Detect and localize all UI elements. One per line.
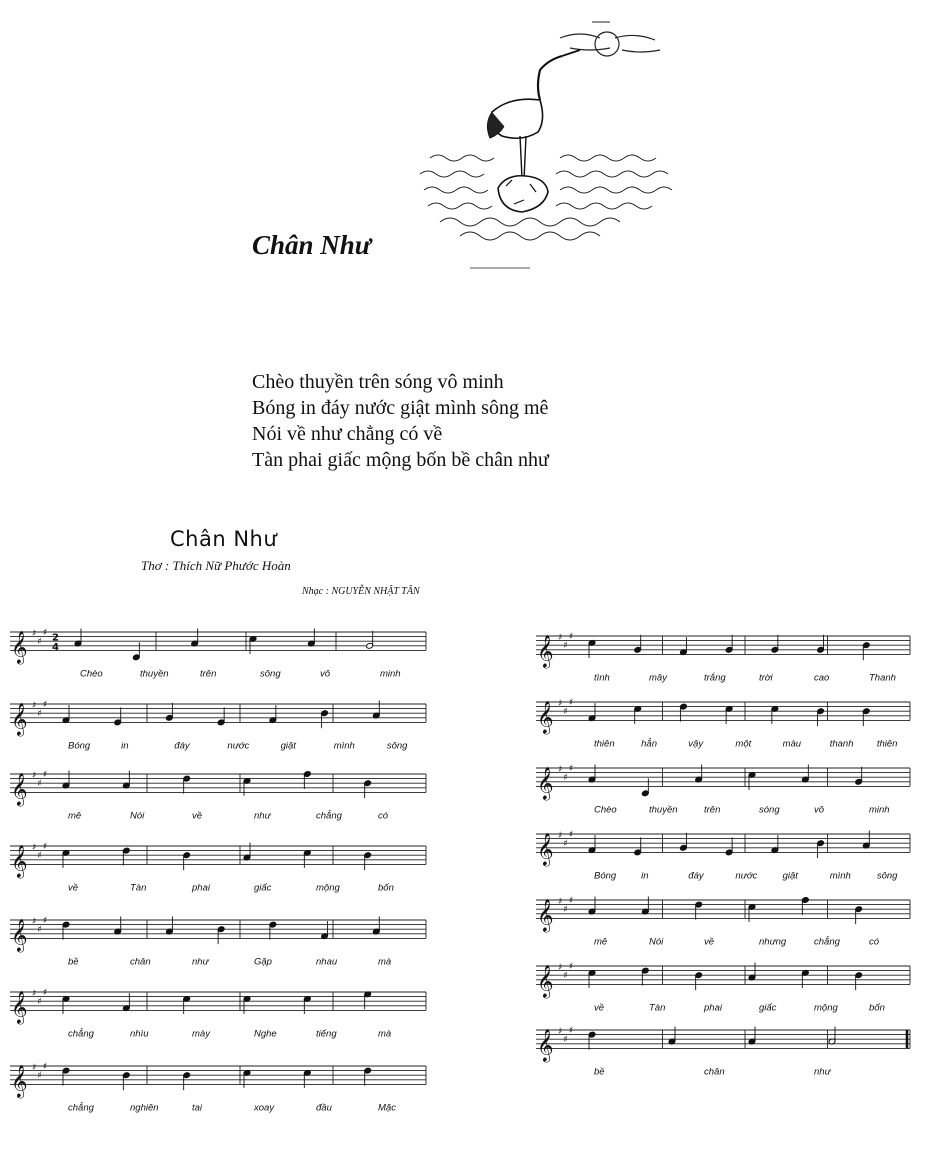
treble-clef: 𝄞: [537, 766, 554, 800]
lyric-word: trắng: [704, 672, 726, 684]
sharp-sign: ♯: [558, 897, 563, 907]
lyric-word: trên: [200, 668, 217, 680]
treble-clef: 𝄞: [537, 1028, 554, 1062]
lyric-word: chẳng: [68, 1102, 94, 1114]
lyric-word: tình: [594, 672, 610, 684]
sharp-sign: ♯: [43, 988, 48, 999]
lyric-word: thanh: [829, 738, 854, 750]
lyric-word: thiên: [876, 738, 898, 750]
treble-clef: 𝄞: [11, 702, 28, 736]
lyric-word: giật: [782, 870, 798, 882]
sharp-sign: ♯: [43, 770, 48, 781]
lyric-word: mộng: [814, 1002, 838, 1014]
lyric-word: đáy: [688, 870, 704, 882]
poem-line: Bóng in đáy nước giật mình sông mê: [252, 397, 549, 419]
sharp-sign: ♯: [32, 701, 37, 711]
lyric-word: như: [192, 956, 209, 968]
sharp-sign: ♯: [563, 1034, 568, 1045]
sharp-sign: ♯: [37, 996, 42, 1007]
lyric-word: thuyền: [649, 804, 678, 816]
sharp-sign: ♯: [569, 698, 574, 709]
lyric-word: nước: [227, 740, 250, 752]
sharp-sign: ♯: [558, 699, 563, 709]
sharp-sign: ♯: [43, 916, 48, 927]
lyric-word: bề: [594, 1066, 605, 1078]
lyric-word: vậy: [688, 738, 704, 750]
lyric-word: sông: [386, 740, 408, 752]
sharp-sign: ♯: [37, 708, 42, 719]
sharp-sign: ♯: [37, 850, 42, 861]
lyric-word: mê: [594, 936, 608, 948]
treble-clef: 𝄞: [11, 630, 28, 664]
lyric-word: Nói: [649, 936, 664, 948]
lyric-word: trên: [704, 804, 721, 816]
poem-line: Chèo thuyền trên sóng vô minh: [252, 371, 504, 393]
lyric-word: Bóng: [68, 740, 91, 752]
lyric-word: phai: [192, 882, 210, 894]
lyric-word: đầu: [316, 1102, 332, 1114]
treble-clef: 𝄞: [537, 832, 554, 866]
lyric-word: cao: [814, 672, 830, 684]
sharp-sign: ♯: [37, 778, 42, 789]
sharp-sign: ♯: [43, 842, 48, 853]
sharp-sign: ♯: [558, 831, 563, 841]
lyric-word: về: [68, 882, 79, 894]
sharp-sign: ♯: [563, 772, 568, 783]
lyric-word: mình: [333, 740, 355, 752]
lyric-word: minh: [380, 668, 401, 680]
lyric-word: Tàn: [130, 882, 147, 894]
lyric-word: chẳng: [316, 810, 342, 822]
lyric-word: đáy: [174, 740, 190, 752]
lyric-word: tai: [192, 1102, 203, 1114]
lyric-word: in: [121, 740, 129, 752]
lyric-word: chân: [704, 1066, 725, 1078]
lyric-word: sóng: [759, 804, 780, 816]
time-signature-bottom: 4: [52, 641, 59, 653]
lyric-word: bốn: [378, 882, 394, 894]
lyric-word: mây: [649, 672, 667, 684]
lyric-word: Chèo: [594, 804, 617, 816]
sharp-sign: ♯: [37, 636, 42, 647]
lyric-word: in: [641, 870, 649, 882]
sharp-sign: ♯: [569, 632, 574, 643]
lyric-word: về: [704, 936, 715, 948]
lyric-word: thiên: [594, 738, 615, 750]
treble-clef: 𝄞: [537, 964, 554, 998]
sharp-sign: ♯: [569, 1026, 574, 1037]
sharp-sign: ♯: [563, 904, 568, 915]
lyric-word: về: [594, 1002, 605, 1014]
treble-clef: 𝄞: [11, 844, 28, 878]
poet-credit: Thơ : Thích Nữ Phước Hoàn: [141, 558, 291, 573]
sharp-sign: ♯: [37, 1070, 42, 1081]
treble-clef: 𝄞: [11, 918, 28, 952]
composer-credit: Nhạc : NGUYỄN NHẬT TÂN: [302, 586, 420, 597]
sharp-sign: ♯: [563, 838, 568, 849]
treble-clef: 𝄞: [537, 634, 554, 668]
lyric-word: giấc: [254, 882, 272, 894]
treble-clef: 𝄞: [11, 1064, 28, 1098]
lyric-word: chẳng: [814, 936, 840, 948]
lyric-word: Nói: [130, 810, 145, 822]
lyric-word: Nghe: [254, 1028, 277, 1040]
lyric-word: màu: [782, 738, 802, 750]
lyric-word: Gặp: [254, 956, 272, 968]
lyric-word: Mặc: [378, 1102, 396, 1114]
lyric-word: sông: [260, 668, 281, 680]
lyric-word: nhìu: [130, 1028, 149, 1040]
sharp-sign: ♯: [32, 989, 37, 999]
lyric-word: mà: [378, 956, 392, 968]
lyric-word: nhưng: [759, 936, 787, 948]
main-title: Chân Như: [252, 230, 371, 260]
sharp-sign: ♯: [32, 917, 37, 927]
lyric-word: giấc: [759, 1002, 777, 1014]
sharp-sign: ♯: [43, 628, 48, 639]
lyric-word: Thanh: [869, 672, 896, 684]
lyric-word: mà: [378, 1028, 392, 1040]
lyric-word: mê: [68, 810, 82, 822]
lyric-word: mộng: [316, 882, 340, 894]
sharp-sign: ♯: [563, 640, 568, 651]
lyric-word: nước: [735, 870, 758, 882]
lyric-word: có: [378, 810, 389, 822]
lyric-word: mày: [192, 1028, 210, 1040]
sharp-sign: ♯: [558, 633, 563, 643]
lyric-word: phai: [704, 1002, 722, 1014]
lyric-word: sông: [876, 870, 898, 882]
sharp-sign: ♯: [43, 700, 48, 711]
lyric-word: nhau: [316, 956, 338, 968]
sharp-sign: ♯: [563, 706, 568, 717]
lyric-word: giật: [280, 740, 296, 752]
lyric-word: minh: [869, 804, 890, 816]
sharp-sign: ♯: [37, 924, 42, 935]
song-title: Chân Như: [170, 527, 278, 551]
lyric-word: trời: [759, 672, 773, 684]
lyric-word: xoay: [254, 1102, 275, 1114]
sharp-sign: ♯: [43, 1062, 48, 1073]
lyric-word: như: [254, 810, 271, 822]
lyric-word: chân: [130, 956, 151, 968]
lyric-word: Bóng: [594, 870, 617, 882]
sharp-sign: ♯: [32, 771, 37, 781]
lyric-word: Chèo: [80, 668, 103, 680]
sharp-sign: ♯: [563, 970, 568, 981]
sharp-sign: ♯: [32, 629, 37, 639]
lyric-word: nghiên: [130, 1102, 159, 1114]
sharp-sign: ♯: [32, 1063, 37, 1073]
lyric-word: bề: [68, 956, 79, 968]
lyric-word: có: [869, 936, 880, 948]
lyric-word: về: [192, 810, 203, 822]
lyric-word: như: [814, 1066, 831, 1078]
sharp-sign: ♯: [569, 830, 574, 841]
sharp-sign: ♯: [558, 1027, 563, 1037]
sharp-sign: ♯: [558, 963, 563, 973]
lyric-word: chẳng: [68, 1028, 94, 1040]
poem-line: Nói về như chẳng có về: [252, 423, 443, 445]
sharp-sign: ♯: [558, 765, 563, 775]
lyric-word: hẳn: [641, 738, 658, 750]
lyric-word: tiếng: [316, 1028, 337, 1040]
sharp-sign: ♯: [569, 896, 574, 907]
treble-clef: 𝄞: [11, 990, 28, 1024]
lyric-word: mình: [829, 870, 851, 882]
lyric-word: thuyền: [140, 668, 169, 680]
time-signature-top: 2: [52, 632, 59, 644]
treble-clef: 𝄞: [11, 772, 28, 806]
sharp-sign: ♯: [569, 764, 574, 775]
lyric-word: Tàn: [649, 1002, 666, 1014]
lyric-word: một: [735, 738, 752, 750]
lyric-word: vô: [814, 804, 825, 816]
treble-clef: 𝄞: [537, 898, 554, 932]
lyric-word: vô: [320, 668, 331, 680]
poem-line: Tàn phai giấc mộng bốn bề chân như: [252, 449, 549, 471]
lyric-word: bốn: [869, 1002, 885, 1014]
sharp-sign: ♯: [569, 962, 574, 973]
sharp-sign: ♯: [32, 843, 37, 853]
treble-clef: 𝄞: [537, 700, 554, 734]
